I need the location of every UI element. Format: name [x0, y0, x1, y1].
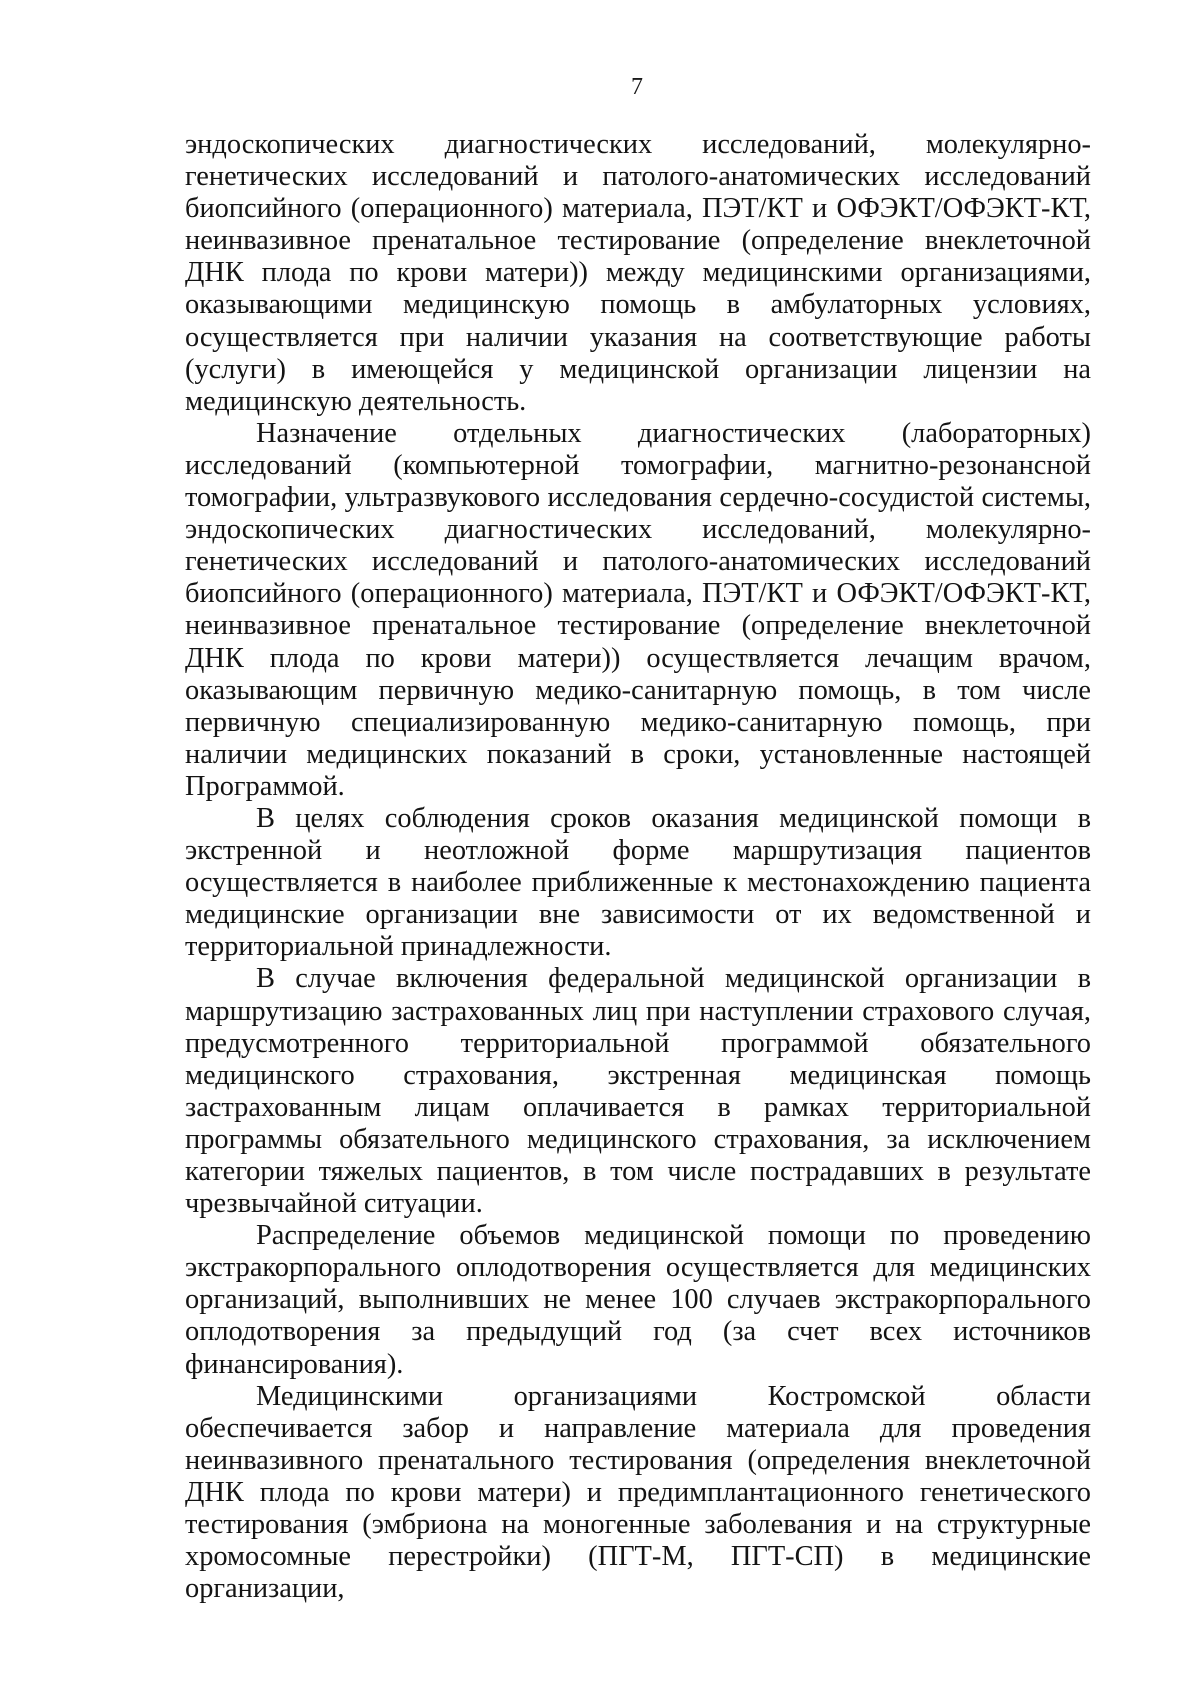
paragraph-emergency-routing: В целях соблюдения сроков оказания медицинской помощи в экстренной и неотложной форме маршрутизация пациентов осуществляется в наиболее приближенные к местонахождению пациента медицинские организации вне зависимости от их ведомственной и территориальной принадлежности. [185, 802, 1091, 963]
page-number: 7 [631, 74, 643, 100]
paragraph-ivf-distribution: Распределение объемов медицинской помощи по проведению экстракорпорального оплодотворения осуществляется для медицинских организаций, выполнивших не менее 100 случаев экстракорпорального оплодотворения за предыдущий год (за счет всех источников финансирования). [185, 1220, 1091, 1380]
paragraph-prenatal-testing: Медицинскими организациями Костромской области обеспечивается забор и направление материала для проведения неинвазивного пренатального тестирования (определения внеклеточной ДНК плода по крови матери) и предимплантационного генетического тестирования (эмбриона на моногенные заболевания и на структурные хромосомные перестройки) (ПГТ-М, ПГТ-СП) в медицинские организации, [185, 1380, 1091, 1605]
paragraph-diagnostic-assignment: Назначение отдельных диагностических (лабораторных) исследований (компьютерной томографии, магнитно-резонансной томографии, ультразвукового исследования сердечно-сосудистой системы, эндоскопических диагностических исследований, молекулярно-генетических исследований и патолого-анатомических исследований биопсийного (операционного) материала, ПЭТ/КТ и ОФЭКТ/ОФЭКТ-КТ, неинвазивное пренатальное тестирование (определение внеклеточной ДНК плода по крови матери)) осуществляется лечащим врачом, оказывающим первичную медико-санитарную помощь, в том числе первичную специализированную медико-санитарную помощь, при наличии медицинских показаний в сроки, установленные настоящей Программой. [185, 417, 1091, 802]
paragraph-continuation: эндоскопических диагностических исследований, молекулярно-генетических исследований и патолого-анатомических исследований биопсийного (операционного) материала, ПЭТ/КТ и ОФЭКТ/ОФЭКТ-КТ, неинвазивное пренатальное тестирование (определение внеклеточной ДНК плода по крови матери)) между медицинскими организациями, оказывающими медицинскую помощь в амбулаторных условиях, осуществляется при наличии указания на соответствующие работы (услуги) в имеющейся у медицинской организации лицензии на медицинскую деятельность. [185, 129, 1091, 417]
paragraph-federal-organization: В случае включения федеральной медицинской организации в маршрутизацию застрахованных лиц при наступлении страхового случая, предусмотренного территориальной программой обязательного медицинского страхования, экстренная медицинская помощь застрахованным лицам оплачивается в рамках территориальной программы обязательного медицинского страхования, за исключением категории тяжелых пациентов, в том числе пострадавших в результате чрезвычайной ситуации. [185, 963, 1091, 1220]
document-body [185, 129, 1091, 1605]
